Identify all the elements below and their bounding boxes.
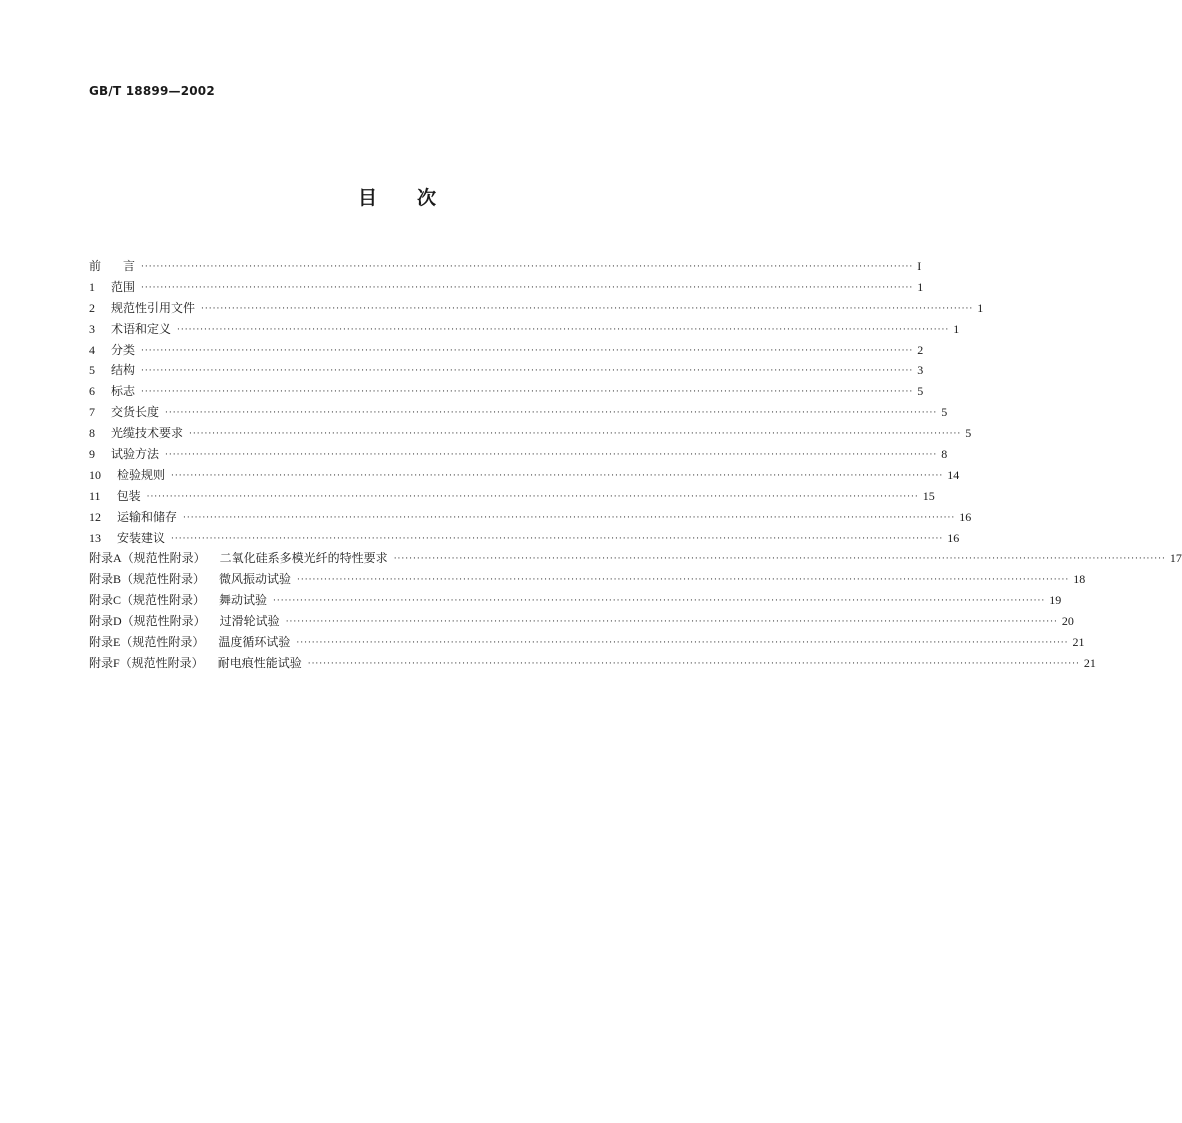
toc-entry-page: 21 [1072,635,1085,650]
toc-entry[interactable] [89,402,948,423]
toc-entry[interactable] [89,319,960,340]
toc-leader-dots: ········································································································································································································ [146,491,919,502]
toc-entry[interactable] [89,632,1085,653]
toc-leader-dots: ········································································································································································································ [307,658,1080,669]
toc-entry-title: 术语和定义 [111,321,172,336]
toc-entry-number: 5 [89,363,95,378]
toc-leader-dots: ········································································································································································································ [165,450,938,461]
toc-entry[interactable] [89,569,1086,590]
toc-entry-title: 试验方法 [111,447,160,462]
toc-entry[interactable] [89,465,960,486]
toc-entry-number: 附录F（规范性附录） [89,655,204,670]
toc-entry[interactable] [89,277,924,298]
toc-entry-number: 附录B（规范性附录） [89,572,206,587]
toc-leader-dots: ········································································································································································································ [141,366,914,377]
toc-entry-page: 17 [1169,551,1182,566]
toc-entry-page: 18 [1073,572,1086,587]
toc-leader-dots: ········································································································································································································ [201,303,974,314]
toc-entry-number: 6 [89,384,95,399]
toc-entry-page: 20 [1061,614,1074,629]
toc-entry-page: 1 [953,321,960,336]
toc-entry-title: 检验规则 [117,467,166,482]
toc-entry[interactable] [89,486,935,507]
toc-leader-dots: ········································································································································································································ [285,617,1058,628]
toc-entry-title: 运输和储存 [117,509,178,524]
toc-entry-title: 范围 [111,279,136,294]
toc-entry-number: 附录D（规范性附录） [89,614,206,629]
toc-entry-title: 言 [123,259,136,273]
toc-entry-title: 微风振动试验 [219,572,292,587]
toc-entry[interactable] [89,590,1062,611]
toc-entry[interactable] [89,528,960,549]
toc-entry-page: 5 [965,426,972,441]
toc-leader-dots: ········································································································································································································ [189,429,962,440]
toc-entry-title: 舞动试验 [219,593,268,608]
toc-entry-title: 结构 [111,363,136,378]
toc-leader-dots: ········································································································································································································ [177,324,950,335]
toc-entry[interactable] [89,256,922,277]
toc-entry-title: 包装 [116,488,141,503]
toc-entry-number: 附录A（规范性附录） [89,551,206,566]
toc-entry-title: 温度循环试验 [218,635,291,650]
toc-entry-number: 2 [89,300,95,315]
toc-entry-title: 安装建议 [117,530,166,545]
toc-entry-page: I [917,259,922,273]
toc-entry-page: 1 [977,300,984,315]
toc-leader-dots: ········································································································································································································ [297,575,1070,586]
toc-entry-number: 附录E（规范性附录） [89,635,205,650]
toc-leader-dots: ········································································································································································································ [273,596,1046,607]
toc-entry-title: 过滑轮试验 [219,614,280,629]
toc-entry-number: 11 [89,488,101,503]
toc-entry[interactable] [89,381,924,402]
table-of-contents [89,256,1182,674]
toc-entry-title: 二氧化硅系多模光纤的特性要求 [219,551,388,566]
page-title [0,183,794,210]
toc-entry-number: 8 [89,426,95,441]
toc-leader-dots: ········································································································································································································ [141,345,914,356]
toc-entry-page: 15 [922,488,935,503]
toc-entry[interactable] [89,548,1182,569]
toc-entry-number: 10 [89,467,101,482]
toc-entry[interactable] [89,340,924,361]
toc-entry-number: 4 [89,342,95,357]
toc-entry-title: 标志 [111,384,136,399]
toc-entry[interactable] [89,423,972,444]
standard-number: GB/T 18899—2002 [89,84,215,98]
title-char-2: 次 [417,187,437,209]
toc-entry-page: 8 [941,447,948,462]
toc-entry-number: 1 [89,279,95,294]
toc-entry-number: 13 [89,530,101,545]
toc-entry[interactable] [89,653,1096,674]
toc-entry[interactable] [89,360,924,381]
toc-entry-page: 14 [947,467,960,482]
title-char-1: 目 [357,187,377,209]
toc-entry-page: 21 [1083,655,1096,670]
toc-entry[interactable] [89,611,1074,632]
toc-entry[interactable] [89,298,984,319]
toc-leader-dots: ········································································································································································································ [141,282,914,293]
toc-entry[interactable] [89,444,948,465]
toc-entry-number: 3 [89,321,95,336]
toc-entry-title: 规范性引用文件 [111,300,196,315]
toc-entry-page: 19 [1049,593,1062,608]
toc-leader-dots: ········································································································································································································ [393,554,1166,565]
toc-leader-dots: ········································································································································································································ [296,638,1069,649]
toc-entry-page: 5 [917,384,924,399]
toc-entry-number: 9 [89,447,95,462]
toc-leader-dots: ········································································································································································································ [171,533,944,544]
toc-entry-title: 光缆技术要求 [111,426,184,441]
toc-leader-dots: ········································································································································································································ [183,512,956,523]
toc-entry-number: 7 [89,405,95,420]
toc-entry-title: 分类 [111,342,136,357]
toc-entry-page: 5 [941,405,948,420]
toc-entry-title: 耐电痕性能试验 [217,655,302,670]
toc-entry-page: 16 [947,530,960,545]
toc-entry-page: 16 [959,509,972,524]
toc-entry-page: 1 [917,279,924,294]
toc-leader-dots: ········································································································································································································ [171,470,944,481]
toc-entry-title: 交货长度 [111,405,160,420]
toc-leader-dots: ········································································································································································································ [141,387,914,398]
toc-entry-page: 2 [917,342,924,357]
toc-entry-number: 附录C（规范性附录） [89,593,206,608]
toc-entry-number: 前 [89,259,102,273]
toc-leader-dots: ········································································································································································································ [165,408,938,419]
toc-entry-page: 3 [917,363,924,378]
toc-entry-number: 12 [89,509,101,524]
toc-entry[interactable] [89,507,972,528]
toc-leader-dots: ········································································································································································································ [141,262,914,272]
